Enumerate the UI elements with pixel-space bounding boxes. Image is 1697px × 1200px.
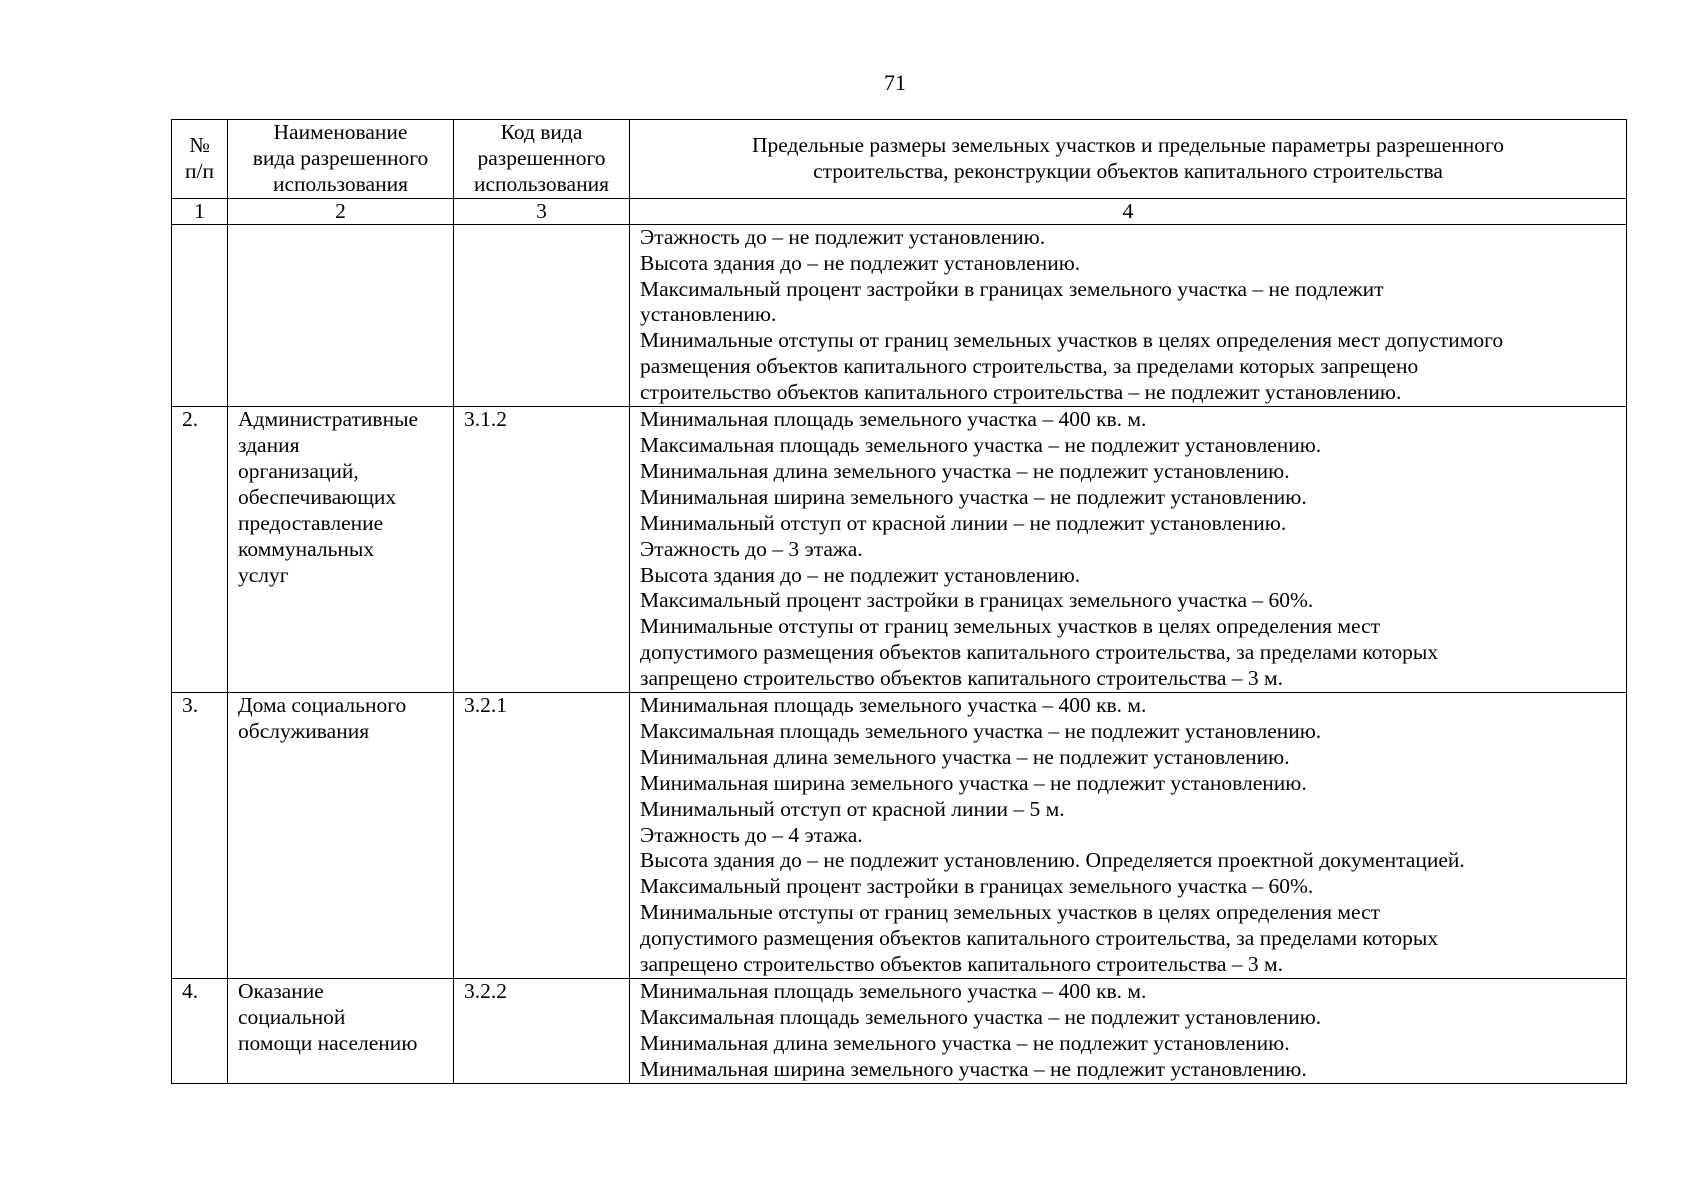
use-type-name-line: коммунальных — [238, 536, 375, 561]
table-row — [172, 979, 1627, 1084]
parameter-line: Минимальная площадь земельного участка – 400 кв. м. — [640, 693, 1147, 718]
parameter-line: Минимальная ширина земельного участка – не подлежит установлению. — [640, 770, 1307, 795]
table-row — [172, 407, 1627, 693]
table-row — [172, 693, 1627, 979]
parameter-line: Максимальный процент застройки в границах земельного участка – 60%. — [640, 588, 1314, 613]
use-type-code — [454, 224, 630, 406]
parameter-line: Этажность до – 4 этажа. — [640, 822, 863, 847]
row-number: 2. — [172, 407, 228, 693]
use-type-code: 3.1.2 — [454, 407, 630, 693]
parameter-line: Минимальная ширина земельного участка – не подлежит установлению. — [640, 1056, 1307, 1081]
use-type-name-line: помощи населению — [238, 1030, 418, 1055]
header-params-line: строительства, реконструкции объектов капитального строительства — [813, 158, 1443, 183]
row-number — [172, 224, 228, 406]
use-type-name — [228, 224, 454, 406]
header-number-line: п/п — [185, 158, 214, 183]
parameter-line: Высота здания до – не подлежит установлению. — [640, 250, 1081, 275]
header-name-line: вида разрешенного — [252, 145, 429, 170]
use-type-name-line: социальной — [238, 1004, 346, 1029]
parameter-line: Минимальные отступы от границ земельных участков в целях определения мест — [640, 900, 1381, 925]
parameter-line: Высота здания до – не подлежит установлению. — [640, 562, 1081, 587]
parameter-line: Максимальный процент застройки в границах земельного участка – 60%. — [640, 874, 1314, 899]
header-code — [454, 120, 630, 199]
parameter-line: Минимальная площадь земельного участка – 400 кв. м. — [640, 407, 1147, 432]
column-number: 4 — [630, 198, 1627, 224]
header-params-line: Предельные размеры земельных участков и предельные параметры разрешенного — [751, 132, 1505, 157]
use-type-name-line: здания — [238, 432, 300, 457]
parameter-line: Минимальная площадь земельного участка – 400 кв. м. — [640, 979, 1147, 1003]
parameter-line: Максимальная площадь земельного участка – не подлежит установлению. — [640, 432, 1322, 457]
use-type-name — [228, 979, 454, 1084]
limit-parameters — [630, 979, 1627, 1084]
use-type-name-line: обслуживания — [238, 718, 370, 743]
parameter-line: Минимальный отступ от красной линии – не подлежит установлению. — [640, 510, 1287, 535]
use-type-name-line: Административные — [238, 407, 419, 432]
use-type-name-line: обеспечивающих — [238, 484, 397, 509]
use-type-name-line: услуг — [238, 562, 289, 587]
header-name-line: использования — [273, 171, 408, 196]
use-type-name-line: организаций, — [238, 458, 359, 483]
header-params — [630, 120, 1627, 199]
row-number: 4. — [172, 979, 228, 1084]
header-name — [228, 120, 454, 199]
parameter-line: Максимальный процент застройки в границах земельного участка – не подлежит — [640, 276, 1384, 301]
parameter-line: установлению. — [640, 302, 777, 327]
parameter-line: Минимальные отступы от границ земельных участков в целях определения мест допустимого — [640, 328, 1504, 353]
use-type-name — [228, 693, 454, 979]
table-row — [172, 224, 1627, 406]
limit-parameters — [630, 693, 1627, 979]
page-number: 71 — [884, 70, 906, 95]
use-type-name-line: Оказание — [238, 979, 324, 1003]
column-number: 1 — [172, 198, 228, 224]
header-name-line: Наименование — [273, 120, 408, 144]
parameter-line: Минимальный отступ от красной линии – 5 м. — [640, 796, 1065, 821]
column-number: 3 — [454, 198, 630, 224]
limit-parameters — [630, 224, 1627, 406]
limit-parameters — [630, 407, 1627, 693]
parameter-line: Минимальные отступы от границ земельных участков в целях определения мест — [640, 614, 1381, 639]
parameter-line: Этажность до – не подлежит установлению. — [640, 224, 1046, 249]
parameter-line: Этажность до – 3 этажа. — [640, 536, 863, 561]
land-use-table — [171, 119, 1627, 1084]
parameter-line: Минимальная ширина земельного участка – не подлежит установлению. — [640, 484, 1307, 509]
parameter-line: Минимальная длина земельного участка – не подлежит установлению. — [640, 744, 1290, 769]
parameter-line: допустимого размещения объектов капитального строительства, за пределами которых — [640, 926, 1439, 951]
parameter-line: Максимальная площадь земельного участка – не подлежит установлению. — [640, 718, 1322, 743]
header-code-line: использования — [474, 171, 609, 196]
column-number: 2 — [228, 198, 454, 224]
use-type-code: 3.2.1 — [454, 693, 630, 979]
parameter-line: запрещено строительство объектов капитального строительства – 3 м. — [640, 666, 1284, 691]
parameter-line: строительство объектов капитального строительства – не подлежит установлению. — [640, 380, 1402, 405]
parameter-line: Максимальная площадь земельного участка – не подлежит установлению. — [640, 1004, 1322, 1029]
parameter-line: размещения объектов капитального строительства, за пределами которых запрещено — [640, 354, 1419, 379]
header-row — [172, 120, 1627, 199]
parameter-line: Высота здания до – не подлежит установлению. Определяется проектной документацией. — [640, 848, 1465, 873]
parameter-line: Минимальная длина земельного участка – не подлежит установлению. — [640, 458, 1290, 483]
header-number — [172, 120, 228, 199]
row-number: 3. — [172, 693, 228, 979]
parameter-line: запрещено строительство объектов капитального строительства – 3 м. — [640, 952, 1284, 977]
header-code-line: разрешенного — [477, 145, 606, 170]
header-code-line: Код вида — [500, 120, 583, 144]
use-type-name — [228, 407, 454, 693]
table-body — [172, 224, 1627, 1083]
parameter-line: Минимальная длина земельного участка – не подлежит установлению. — [640, 1030, 1290, 1055]
header-number-line: № — [189, 132, 210, 157]
use-type-name-line: предоставление — [238, 510, 384, 535]
column-number-row — [172, 198, 1627, 224]
use-type-code: 3.2.2 — [454, 979, 630, 1084]
use-type-name-line: Дома социального — [238, 693, 407, 718]
parameter-line: допустимого размещения объектов капитального строительства, за пределами которых — [640, 640, 1439, 665]
